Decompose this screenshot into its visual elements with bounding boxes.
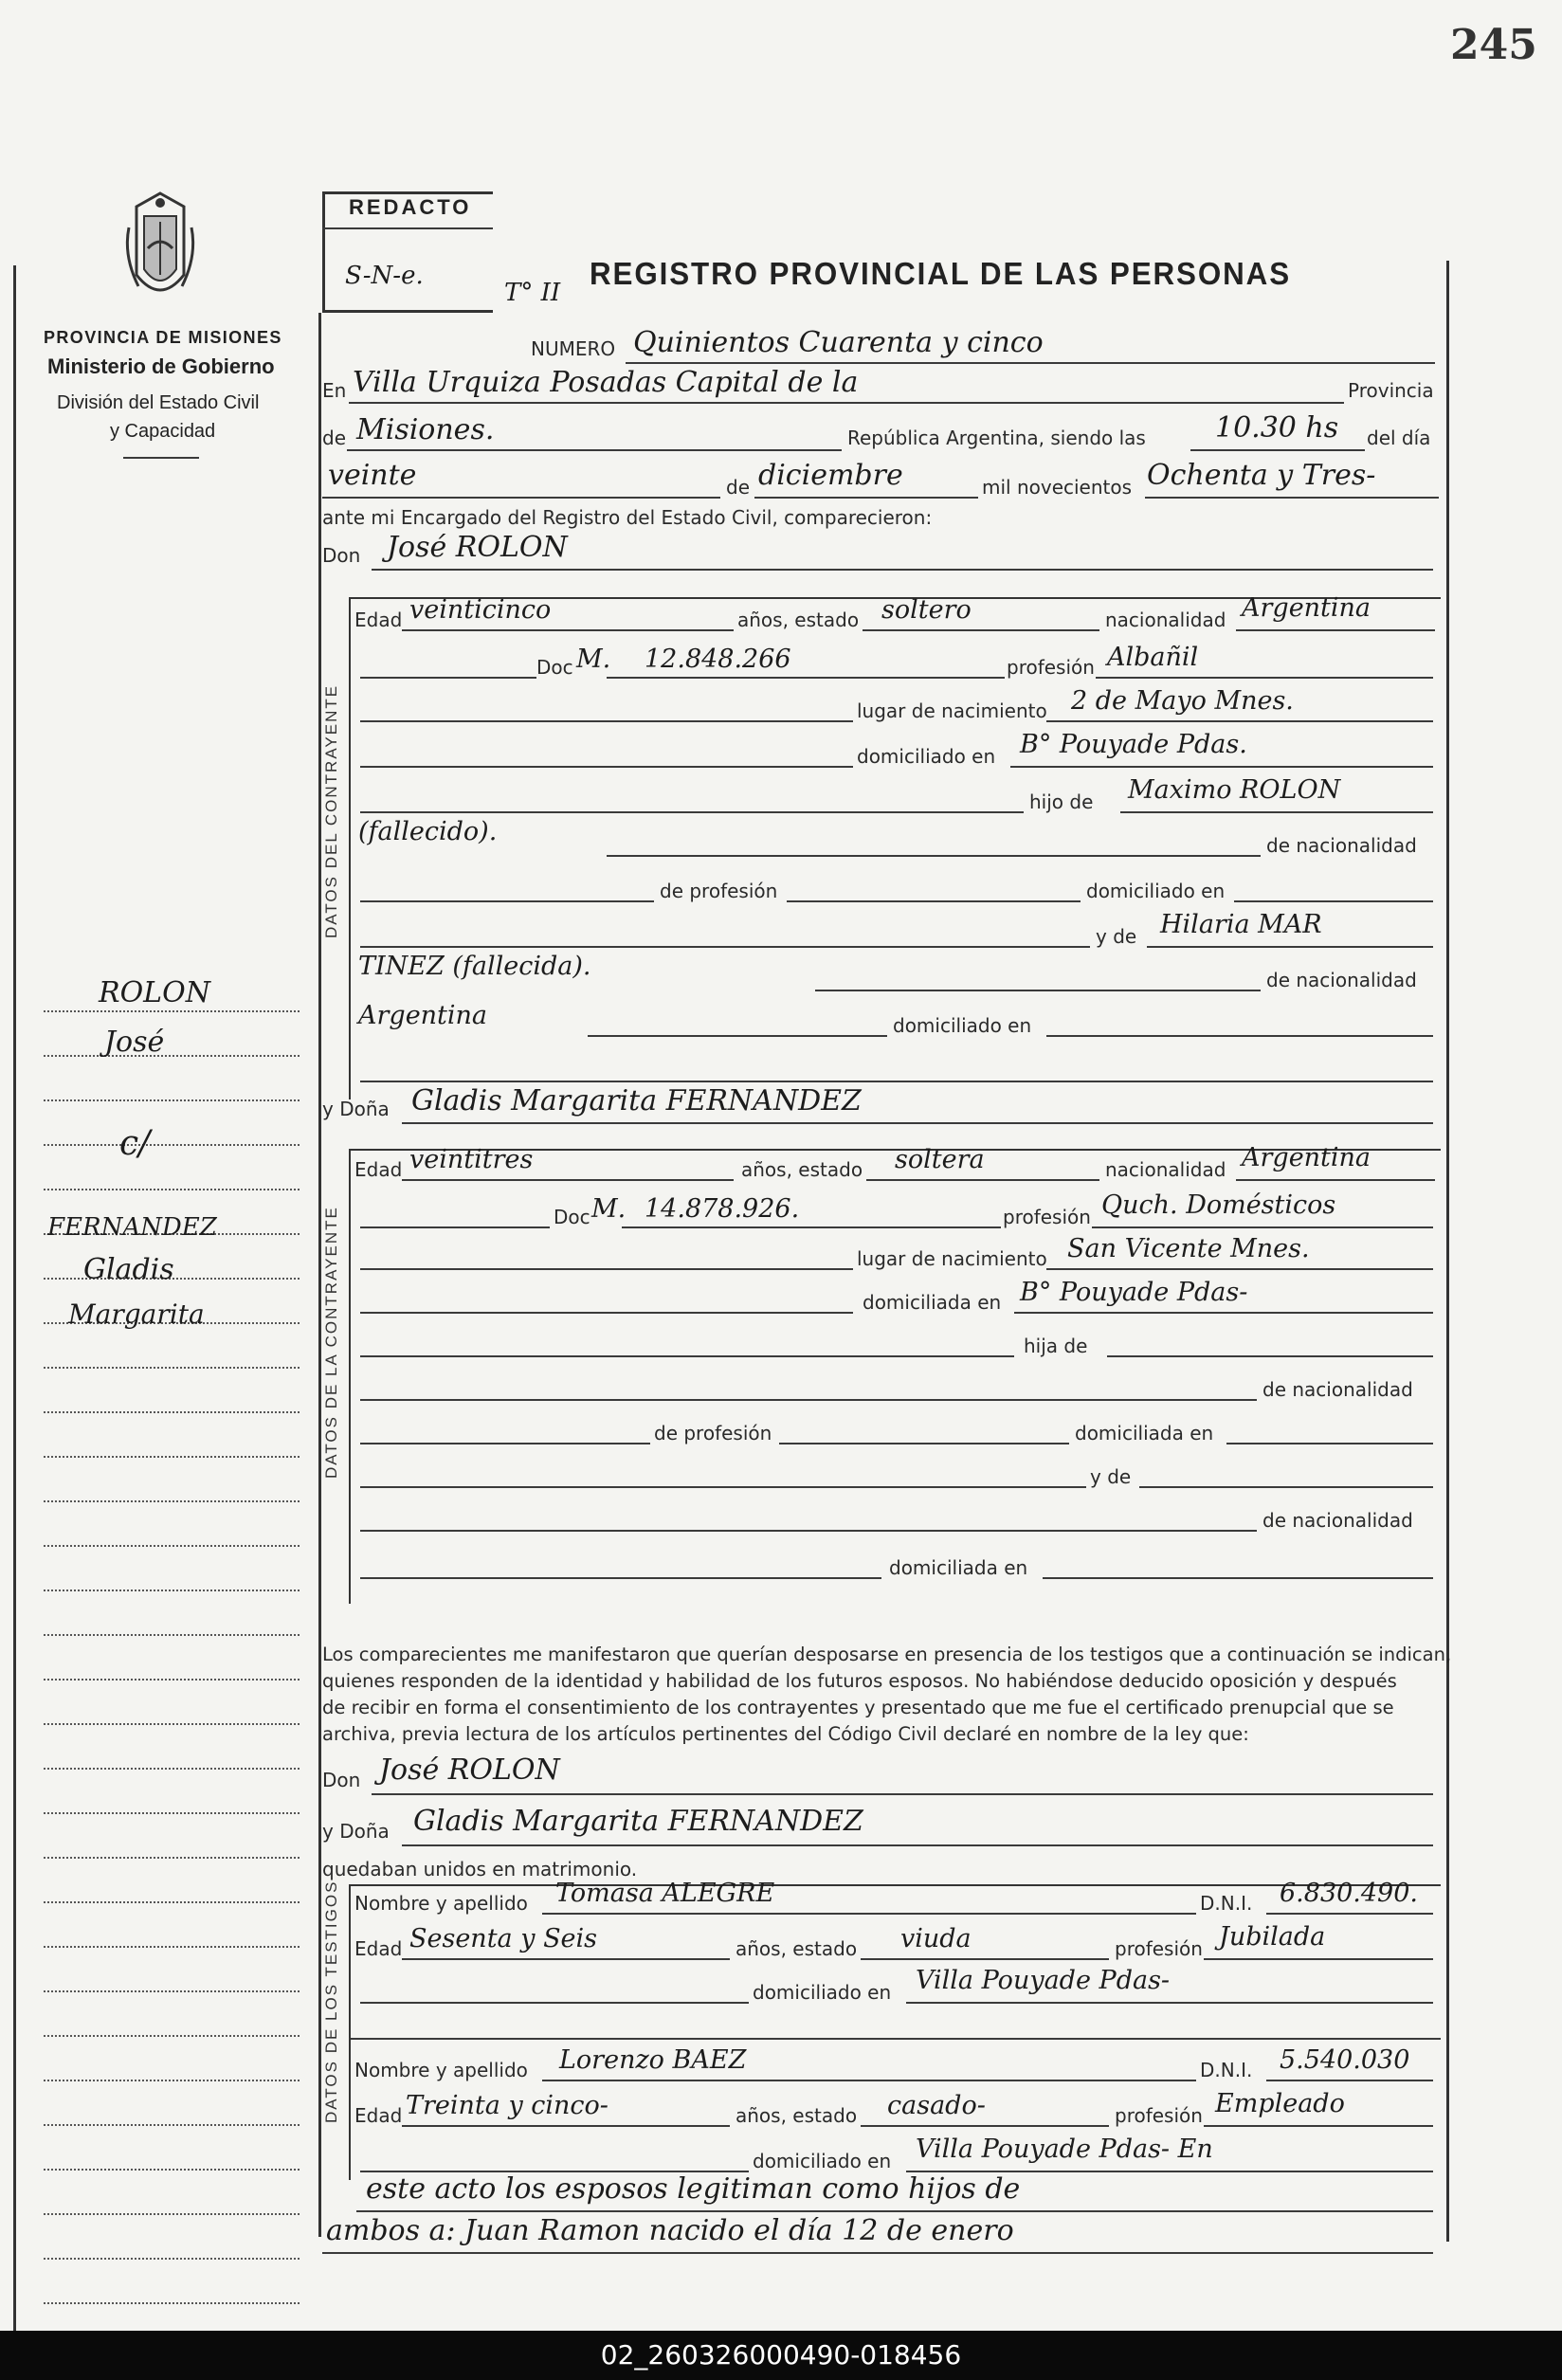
witness1-nombre-line bbox=[542, 1913, 1196, 1915]
don-label: Don bbox=[322, 544, 361, 567]
margin-ruling-line bbox=[44, 1634, 300, 1636]
bride-edad-line bbox=[402, 1179, 734, 1181]
groom-padre-profesion-label: de profesión bbox=[660, 880, 778, 902]
margin-note-bride-name: Gladis bbox=[83, 1253, 174, 1286]
groom-lugar-nac-value: 2 de Mayo Mnes. bbox=[1071, 686, 1294, 716]
margin-ruling-line bbox=[44, 1990, 300, 1992]
witness2-dni-label: D.N.I. bbox=[1200, 2059, 1253, 2081]
groom-lugar-nac-line bbox=[1046, 720, 1433, 722]
witness1-domiciliado-line bbox=[906, 2002, 1433, 2004]
groom-domiciliado-line bbox=[1010, 766, 1433, 768]
numero-label: NUMERO bbox=[531, 337, 616, 360]
de-label: de bbox=[322, 427, 346, 449]
groom-blank-line bbox=[360, 1081, 1433, 1082]
margin-ruling-line bbox=[44, 1946, 300, 1948]
don-value: José ROLON bbox=[387, 531, 568, 564]
redacto-value: S-N-e. bbox=[345, 262, 424, 290]
declaration-line-1: Los comparecientes me manifestaron que querían desposarse en presencia de los testigos que a continuación se indican, bbox=[322, 1644, 1452, 1665]
witness1-estado-value: viuda bbox=[900, 1924, 972, 1953]
lugar-value: Villa Urquiza Posadas Capital de la bbox=[353, 366, 859, 399]
bride-hija-label: hija de bbox=[1024, 1335, 1088, 1357]
margin-ruling-line bbox=[44, 1099, 300, 1101]
witness1-domiciliado-value: Villa Pouyade Pdas- bbox=[916, 1966, 1171, 1995]
form-left-line bbox=[318, 313, 321, 2237]
provincia-label: Provincia bbox=[1348, 379, 1434, 402]
del-dia-label: del día bbox=[1367, 427, 1431, 449]
witness1-edad-value: Sesenta y Seis bbox=[409, 1924, 598, 1953]
margin-ruling-line bbox=[44, 2213, 300, 2215]
dona-value: Gladis Margarita FERNANDEZ bbox=[411, 1084, 862, 1117]
margin-ruling-line bbox=[44, 1144, 300, 1146]
bride-lugar-nac-label: lugar de nacimiento bbox=[857, 1247, 1047, 1270]
dona-line bbox=[402, 1122, 1433, 1124]
margin-note-bride-name-2: Margarita bbox=[68, 1299, 205, 1330]
groom-section-label: DATOS DEL CONTRAYENTE bbox=[322, 683, 340, 938]
bride-edad-value: veintitres bbox=[409, 1145, 534, 1174]
bride-profesion-label: profesión bbox=[1003, 1206, 1091, 1228]
groom-padre-line bbox=[1120, 811, 1433, 813]
witness2-estado-value: casado- bbox=[887, 2091, 986, 2120]
numero-value: Quinientos Cuarenta y cinco bbox=[633, 326, 1044, 359]
witness1-estado-line bbox=[861, 1958, 1109, 1960]
mes-line bbox=[754, 497, 978, 499]
margin-ruling-line bbox=[44, 1456, 300, 1458]
bride-domiciliada-label: domiciliada en bbox=[863, 1291, 1002, 1314]
groom-padre-domiciliado-label: domiciliado en bbox=[1086, 880, 1226, 902]
bride-lugar-lead-line bbox=[360, 1268, 853, 1270]
bride-domiciliada-line bbox=[1014, 1312, 1433, 1314]
bride-estado-line bbox=[866, 1179, 1099, 1181]
groom-madre-value: Hilaria MAR bbox=[1160, 910, 1322, 939]
hora-line bbox=[1190, 449, 1365, 451]
registry-title: REGISTRO PROVINCIAL DE LAS PERSONAS bbox=[590, 256, 1292, 291]
redacto-label: REDACTO bbox=[349, 195, 472, 219]
bride-lugar-nac-line bbox=[1046, 1268, 1433, 1270]
bride-madre-lead-line bbox=[360, 1486, 1086, 1488]
dona-final-label: y Doña bbox=[322, 1820, 390, 1843]
margin-ruling-line bbox=[44, 1500, 300, 1502]
margin-ruling-line bbox=[44, 1010, 300, 1012]
witness2-dni-value: 5.540.030 bbox=[1280, 2045, 1410, 2075]
witness2-nombre-label: Nombre y apellido bbox=[354, 2059, 528, 2081]
bride-estado-value: soltera bbox=[895, 1145, 985, 1174]
groom-madre-nacionalidad-label: de nacionalidad bbox=[1266, 969, 1417, 991]
margin-ruling-line bbox=[44, 2035, 300, 2037]
bride-edad-label: Edad bbox=[354, 1158, 403, 1181]
dona-final-value: Gladis Margarita FERNANDEZ bbox=[413, 1805, 863, 1838]
bride-padre-prof-lead-line bbox=[360, 1443, 650, 1444]
witness2-dni-line bbox=[1266, 2080, 1433, 2081]
groom-doc-lead-line bbox=[360, 677, 536, 679]
bride-lugar-nac-value: San Vicente Mnes. bbox=[1067, 1234, 1310, 1263]
bride-dom-lead-line bbox=[360, 1312, 853, 1314]
bride-doc-lead-line bbox=[360, 1226, 550, 1228]
bride-profesion-line bbox=[1092, 1226, 1433, 1228]
en-label: En bbox=[322, 379, 347, 402]
declaration-line-2: quienes responden de la identidad y habilidad de los futuros esposos. No habiéndose deducido oposición y después bbox=[322, 1670, 1397, 1692]
bride-padre-profesion-line bbox=[779, 1443, 1069, 1444]
groom-estado-line bbox=[863, 629, 1099, 631]
witness1-domiciliado-label: domiciliado en bbox=[753, 1981, 892, 2004]
coat-of-arms-icon bbox=[121, 190, 199, 316]
bride-doc-label: Doc bbox=[554, 1206, 590, 1228]
groom-doc-value: 12.848.266 bbox=[645, 645, 791, 674]
groom-doc-line bbox=[607, 677, 1005, 679]
groom-padre-domiciliado-line bbox=[1234, 900, 1433, 902]
witness-section-label: DATOS DE LOS TESTIGOS bbox=[322, 1880, 340, 2123]
witness1-estado-label: años, estado bbox=[736, 1937, 858, 1960]
witness2-edad-line bbox=[402, 2125, 730, 2127]
witness1-edad-line bbox=[402, 1958, 730, 1960]
don-final-value: José ROLON bbox=[379, 1753, 560, 1787]
groom-edad-line bbox=[402, 629, 734, 631]
anio-line bbox=[1145, 497, 1439, 499]
groom-padre-profesion-line bbox=[787, 900, 1081, 902]
bride-hija-lead-line bbox=[360, 1355, 1014, 1357]
margin-ruling-line bbox=[44, 2302, 300, 2304]
bride-padre-domiciliada-line bbox=[1226, 1443, 1433, 1444]
witness2-estado-label: años, estado bbox=[736, 2104, 858, 2127]
ministry-label: Ministerio de Gobierno bbox=[47, 354, 275, 378]
groom-lugar-nac-label: lugar de nacimiento bbox=[857, 699, 1047, 722]
groom-hijo-lead-line bbox=[360, 811, 1024, 813]
bride-madre-nacionalidad-label: de nacionalidad bbox=[1262, 1509, 1413, 1532]
witness1-dni-line bbox=[1266, 1913, 1433, 1915]
margin-ruling-line bbox=[44, 2124, 300, 2126]
numero-line bbox=[626, 362, 1435, 364]
margin-ruling-line bbox=[44, 1857, 300, 1859]
witness1-nombre-label: Nombre y apellido bbox=[354, 1892, 528, 1915]
groom-y-de-label: y de bbox=[1096, 925, 1137, 948]
groom-padre-nacionalidad-label: de nacionalidad bbox=[1266, 834, 1417, 857]
witness2-profesion-line bbox=[1204, 2125, 1433, 2127]
witness2-estado-line bbox=[861, 2125, 1109, 2127]
tomo-label: T° II bbox=[504, 279, 561, 307]
left-margin-line bbox=[13, 265, 16, 2332]
witness2-domiciliado-value: Villa Pouyade Pdas- En bbox=[916, 2135, 1213, 2164]
dia-line bbox=[322, 497, 720, 499]
groom-lugar-lead-line bbox=[360, 720, 853, 722]
bride-doc-prefix: M. bbox=[591, 1194, 627, 1224]
closing-text-2: ambos a: Juan Ramon nacido el día 12 de enero bbox=[326, 2214, 1014, 2247]
bride-profesion-value: Quch. Domésticos bbox=[1101, 1190, 1336, 1220]
groom-madre-line bbox=[1147, 946, 1433, 948]
province-label: PROVINCIA DE MISIONES bbox=[44, 328, 282, 347]
margin-ruling-line bbox=[44, 1679, 300, 1681]
margin-ruling-line bbox=[44, 1812, 300, 1814]
bride-section-label: DATOS DE LA CONTRAYENTE bbox=[322, 1206, 340, 1479]
bride-padre-nacionalidad-label: de nacionalidad bbox=[1262, 1378, 1413, 1401]
groom-estado-value: soltero bbox=[881, 595, 972, 625]
groom-madre-nac-line bbox=[815, 990, 1261, 991]
declaration-paragraph bbox=[322, 1642, 1452, 1748]
margin-ruling-line bbox=[44, 1901, 300, 1903]
bride-doc-line bbox=[622, 1226, 1001, 1228]
margin-ruling-line bbox=[44, 1768, 300, 1770]
dia-value: veinte bbox=[328, 459, 417, 492]
groom-estado-label: años, estado bbox=[737, 609, 860, 631]
don-final-line bbox=[372, 1793, 1433, 1795]
dona-final-line bbox=[402, 1844, 1433, 1846]
witness1-dni-label: D.N.I. bbox=[1200, 1892, 1253, 1915]
bride-y-de-label: y de bbox=[1090, 1465, 1132, 1488]
witness-divider bbox=[351, 2038, 1441, 2040]
groom-profesion-line bbox=[1096, 677, 1433, 679]
margin-note-surname: ROLON bbox=[99, 976, 210, 1009]
bride-domiciliada-value: B° Pouyade Pdas- bbox=[1020, 1278, 1248, 1307]
margin-ruling-line bbox=[44, 1545, 300, 1547]
margin-ruling-line bbox=[44, 1055, 300, 1057]
witness2-nombre-value: Lorenzo BAEZ bbox=[559, 2045, 747, 2075]
witness1-dom-lead-line bbox=[360, 2002, 749, 2004]
witness2-domiciliado-label: domiciliado en bbox=[753, 2150, 892, 2172]
groom-madre-lead-line bbox=[360, 946, 1090, 948]
bride-padre-line bbox=[1107, 1355, 1433, 1357]
groom-padre-value: Maximo ROLON bbox=[1128, 775, 1341, 805]
groom-domiciliado-label: domiciliado en bbox=[857, 745, 996, 768]
quedaban-text: quedaban unidos en matrimonio. bbox=[322, 1858, 638, 1880]
groom-padre-prof-lead-line bbox=[360, 900, 654, 902]
witness2-edad-label: Edad bbox=[354, 2104, 403, 2127]
don-line bbox=[372, 569, 1433, 571]
witness1-profesion-line bbox=[1204, 1958, 1433, 1960]
redacto-box-divider bbox=[322, 227, 493, 229]
lugar-line bbox=[349, 402, 1344, 404]
margin-ruling-line bbox=[44, 1367, 300, 1369]
page-number: 245 bbox=[1450, 21, 1537, 69]
margin-ruling-line bbox=[44, 2258, 300, 2260]
margin-ruling-line bbox=[44, 2169, 300, 2171]
witness1-dni-value: 6.830.490. bbox=[1280, 1879, 1418, 1908]
bride-madre-domiciliada-line bbox=[1043, 1577, 1433, 1579]
groom-nacionalidad-value: Argentina bbox=[1242, 593, 1371, 623]
division-label-2: y Capacidad bbox=[110, 421, 216, 442]
groom-madre-nacionalidad-value: Argentina bbox=[358, 1001, 488, 1030]
ante-mi-text: ante mi Encargado del Registro del Estado Civil, comparecieron: bbox=[322, 506, 933, 529]
margin-note-name: José bbox=[104, 1026, 165, 1059]
bride-padre-nac-line bbox=[360, 1399, 1257, 1401]
groom-madre-nac-fill-line bbox=[588, 1035, 887, 1037]
bride-madre-dom-lead-line bbox=[360, 1577, 881, 1579]
anio-value: Ochenta y Tres- bbox=[1147, 459, 1376, 492]
mil-novecientos-label: mil novecientos bbox=[982, 476, 1133, 499]
bride-madre-nac-line bbox=[360, 1530, 1257, 1532]
mes-value: diciembre bbox=[758, 459, 903, 492]
groom-nacionalidad-label: nacionalidad bbox=[1105, 609, 1226, 631]
witness2-nombre-line bbox=[542, 2080, 1196, 2081]
witness2-edad-value: Treinta y cinco- bbox=[406, 2091, 608, 2120]
groom-padre-nac-line bbox=[607, 855, 1261, 857]
groom-nacionalidad-line bbox=[1236, 629, 1435, 631]
witness1-profesion-value: Jubilada bbox=[1219, 1922, 1326, 1952]
footer-id: 02_260326000490-018456 bbox=[600, 2339, 962, 2371]
closing-line-2 bbox=[322, 2252, 1433, 2254]
bride-padre-domiciliada-label: domiciliada en bbox=[1075, 1422, 1214, 1444]
bride-madre-line bbox=[1139, 1486, 1433, 1488]
bride-nacionalidad-label: nacionalidad bbox=[1105, 1158, 1226, 1181]
header-divider bbox=[123, 457, 199, 459]
margin-ruling-line bbox=[44, 2080, 300, 2081]
groom-edad-label: Edad bbox=[354, 609, 403, 631]
declaration-line-3: de recibir en forma el consentimiento de los contrayentes y presentado que me fue el certificado prenupcial que se bbox=[322, 1697, 1394, 1718]
groom-edad-value: veinticinco bbox=[409, 595, 552, 625]
groom-dom-lead-line bbox=[360, 766, 853, 768]
witness1-edad-label: Edad bbox=[354, 1937, 403, 1960]
declaration-line-4: archiva, previa lectura de los artículos pertinentes del Código Civil declaré en nombre de la ley que: bbox=[322, 1723, 1249, 1745]
margin-note-con: c/ bbox=[119, 1124, 151, 1163]
closing-text-1: este acto los esposos legitiman como hijos de bbox=[366, 2172, 1021, 2206]
bride-madre-domiciliada-label: domiciliada en bbox=[889, 1556, 1028, 1579]
margin-ruling-line bbox=[44, 1189, 300, 1190]
groom-domiciliado-value: B° Pouyade Pdas. bbox=[1020, 730, 1247, 759]
hora-value: 10.30 hs bbox=[1215, 411, 1339, 445]
closing-line-1 bbox=[356, 2210, 1433, 2212]
witness2-profesion-value: Empleado bbox=[1215, 2089, 1345, 2118]
de2-label: de bbox=[726, 476, 750, 499]
bride-estado-label: años, estado bbox=[741, 1158, 863, 1181]
groom-madre-value-2: TINEZ (fallecida). bbox=[358, 952, 591, 981]
groom-profesion-label: profesión bbox=[1007, 656, 1095, 679]
provincia-line bbox=[347, 449, 842, 451]
groom-madre-domiciliado-label: domiciliado en bbox=[893, 1014, 1032, 1037]
groom-doc-label: Doc bbox=[536, 656, 573, 679]
groom-hijo-label: hijo de bbox=[1029, 790, 1094, 813]
margin-note-bride-surname: FERNANDEZ bbox=[47, 1213, 217, 1242]
witness1-nombre-value: Tomasa ALEGRE bbox=[555, 1879, 775, 1908]
bride-nacionalidad-line bbox=[1236, 1179, 1435, 1181]
groom-doc-prefix: M. bbox=[576, 645, 611, 674]
right-border-line bbox=[1446, 261, 1449, 2242]
groom-madre-domiciliado-line bbox=[1046, 1035, 1433, 1037]
groom-profesion-value: Albañil bbox=[1107, 643, 1199, 672]
dona-label: y Doña bbox=[322, 1098, 390, 1120]
division-label: División del Estado Civil bbox=[57, 392, 260, 413]
bride-doc-value: 14.878.926. bbox=[645, 1194, 800, 1224]
bride-padre-profesion-label: de profesión bbox=[654, 1422, 772, 1444]
margin-ruling-line bbox=[44, 1411, 300, 1413]
groom-padre-value-2: (fallecido). bbox=[358, 817, 498, 846]
don-final-label: Don bbox=[322, 1769, 361, 1791]
republica-label: República Argentina, siendo las bbox=[847, 427, 1146, 449]
witness2-profesion-label: profesión bbox=[1115, 2104, 1203, 2127]
margin-ruling-line bbox=[44, 1723, 300, 1725]
margin-ruling-line bbox=[44, 1590, 300, 1591]
provincia-value: Misiones. bbox=[356, 413, 495, 446]
witness1-profesion-label: profesión bbox=[1115, 1937, 1203, 1960]
bride-nacionalidad-value: Argentina bbox=[1242, 1143, 1371, 1172]
